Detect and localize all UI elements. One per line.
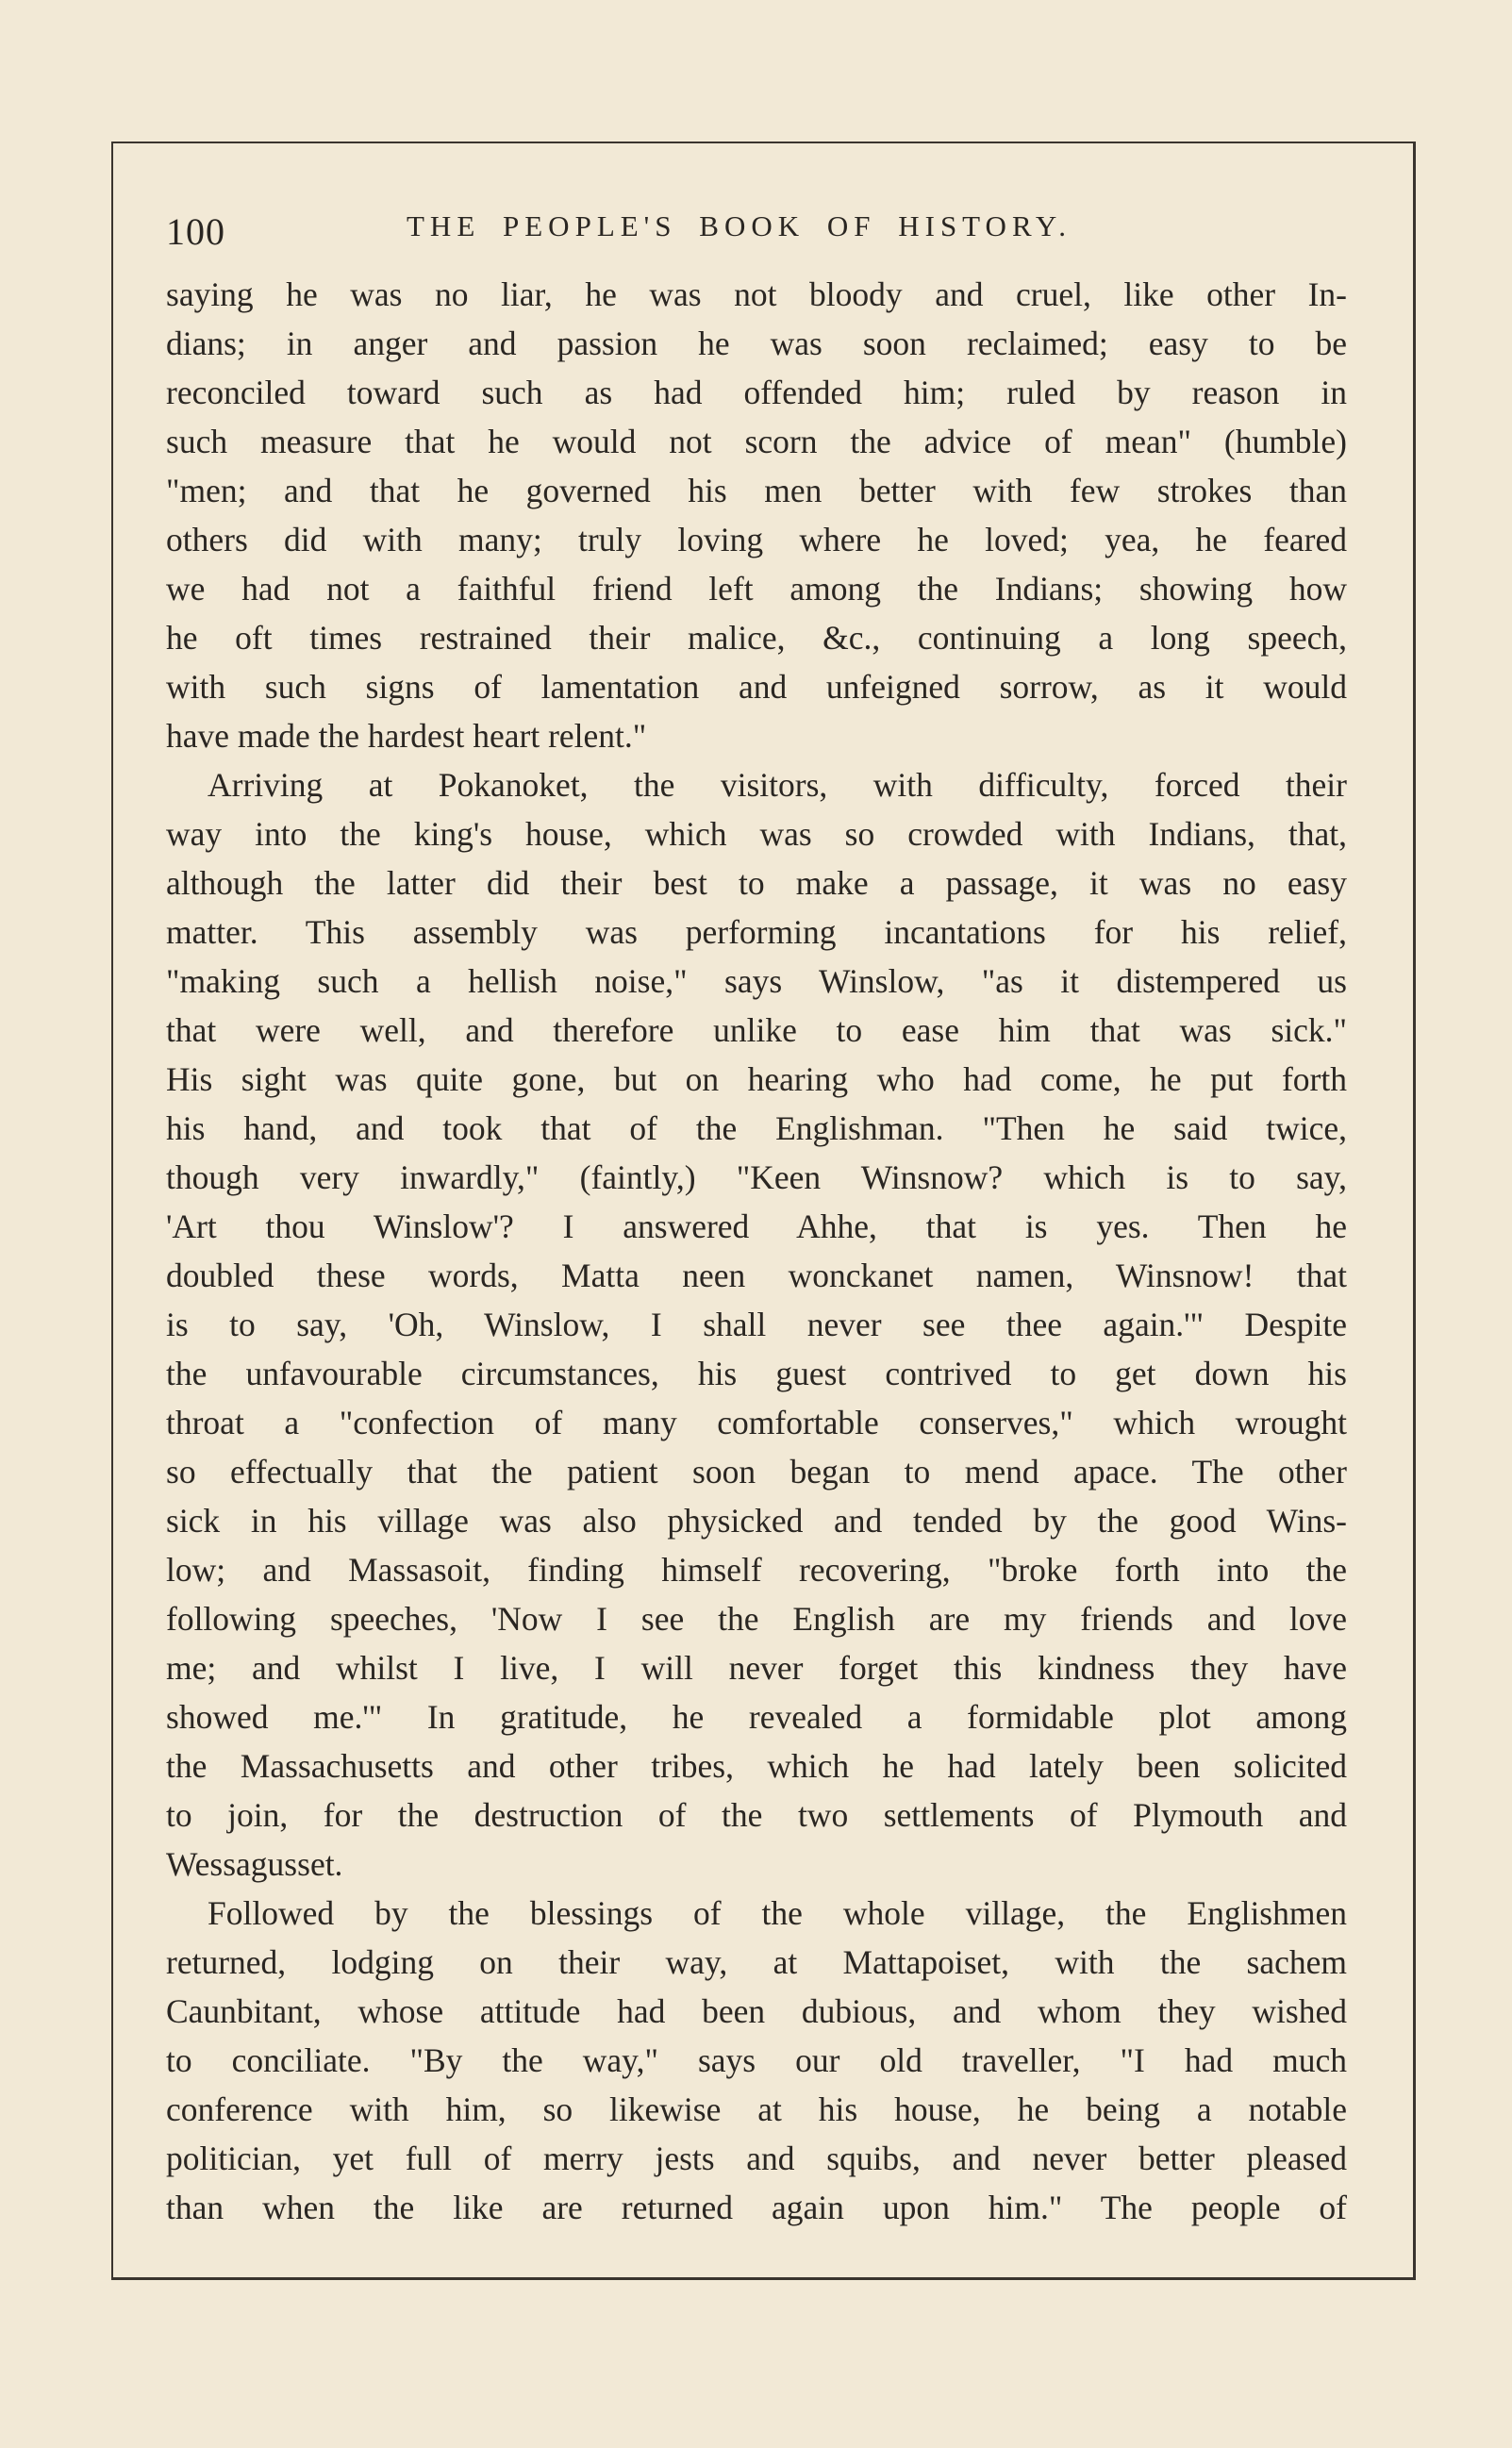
text-line: politician, yet full of merry jests and squibs, and never better pleased	[166, 2140, 1347, 2177]
text-line: Caunbitant, whose attitude had been dubious, and whom they wished	[166, 1992, 1347, 2030]
text-line: matter. This assembly was performing incantations for his relief,	[166, 913, 1347, 951]
text-line: 'Art thou Winslow'? I answered Ahhe, that is yes. Then he	[166, 1207, 1347, 1245]
text-line: we had not a faithful friend left among the Indians; showing how	[166, 570, 1347, 608]
text-line: saying he was no liar, he was not bloody and cruel, like other In-	[166, 275, 1347, 313]
text-line: doubled these words, Matta neen wonckanet namen, Winsnow! that	[166, 1257, 1347, 1294]
text-line: he oft times restrained their malice, &c., continuing a long speech,	[166, 619, 1347, 657]
text-line: dians; in anger and passion he was soon reclaimed; easy to be	[166, 325, 1347, 362]
text-line: his hand, and took that of the Englishman. "Then he said twice,	[166, 1109, 1347, 1147]
text-line: have made the hardest heart relent."	[166, 717, 647, 755]
text-line: to join, for the destruction of the two settlements of Plymouth and	[166, 1796, 1347, 1834]
text-line: "making such a hellish noise," says Winslow, "as it distempered us	[166, 962, 1347, 1000]
text-line: to conciliate. "By the way," says our old traveller, "I had much	[166, 2041, 1347, 2079]
text-line: others did with many; truly loving where he loved; yea, he feared	[166, 521, 1347, 558]
page-number: 100	[166, 210, 225, 253]
text-line: returned, lodging on their way, at Mattapoiset, with the sachem	[166, 1943, 1347, 1981]
page-header	[166, 198, 1364, 255]
text-line: His sight was quite gone, but on hearing who had come, he put forth	[166, 1060, 1347, 1098]
text-line: Arriving at Pokanoket, the visitors, with difficulty, forced their	[208, 766, 1347, 804]
text-line: me; and whilst I live, I will never forget this kindness they have	[166, 1649, 1347, 1687]
text-line: though very inwardly," (faintly,) "Keen Winsnow? which is to say,	[166, 1158, 1347, 1196]
text-line: Wessagusset.	[166, 1845, 343, 1883]
text-line: the Massachusetts and other tribes, which he had lately been solicited	[166, 1747, 1347, 1785]
text-line: showed me.'" In gratitude, he revealed a formidable plot among	[166, 1698, 1347, 1736]
text-line: throat a "confection of many comfortable conserves," which wrought	[166, 1404, 1347, 1441]
text-line: Followed by the blessings of the whole village, the Englishmen	[208, 1894, 1347, 1932]
text-line: although the latter did their best to make a passage, it was no easy	[166, 864, 1347, 902]
text-line: low; and Massasoit, finding himself recovering, "broke forth into the	[166, 1551, 1347, 1589]
text-line: reconciled toward such as had offended him; ruled by reason in	[166, 374, 1347, 411]
running-title: THE PEOPLE'S BOOK OF HISTORY.	[407, 209, 1072, 242]
text-line: sick in his village was also physicked and tended by the good Wins-	[166, 1502, 1347, 1540]
text-line: such measure that he would not scorn the advice of mean" (humble)	[166, 423, 1347, 460]
text-line: so effectually that the patient soon began to mend apace. The other	[166, 1453, 1347, 1490]
text-line: following speeches, 'Now I see the English are my friends and love	[166, 1600, 1347, 1638]
text-line: way into the king's house, which was so crowded with Indians, that,	[166, 815, 1347, 853]
text-line: with such signs of lamentation and unfeigned sorrow, as it would	[166, 668, 1347, 706]
text-line: conference with him, so likewise at his house, he being a notable	[166, 2090, 1347, 2128]
text-line: is to say, 'Oh, Winslow, I shall never see thee again.'" Despite	[166, 1306, 1347, 1343]
text-line: that were well, and therefore unlike to ease him that was sick."	[166, 1011, 1347, 1049]
body-text	[166, 270, 1347, 2232]
text-line: than when the like are returned again upon him." The people of	[166, 2189, 1347, 2226]
text-line: the unfavourable circumstances, his guest contrived to get down his	[166, 1355, 1347, 1392]
text-line: "men; and that he governed his men better with few strokes than	[166, 472, 1347, 509]
